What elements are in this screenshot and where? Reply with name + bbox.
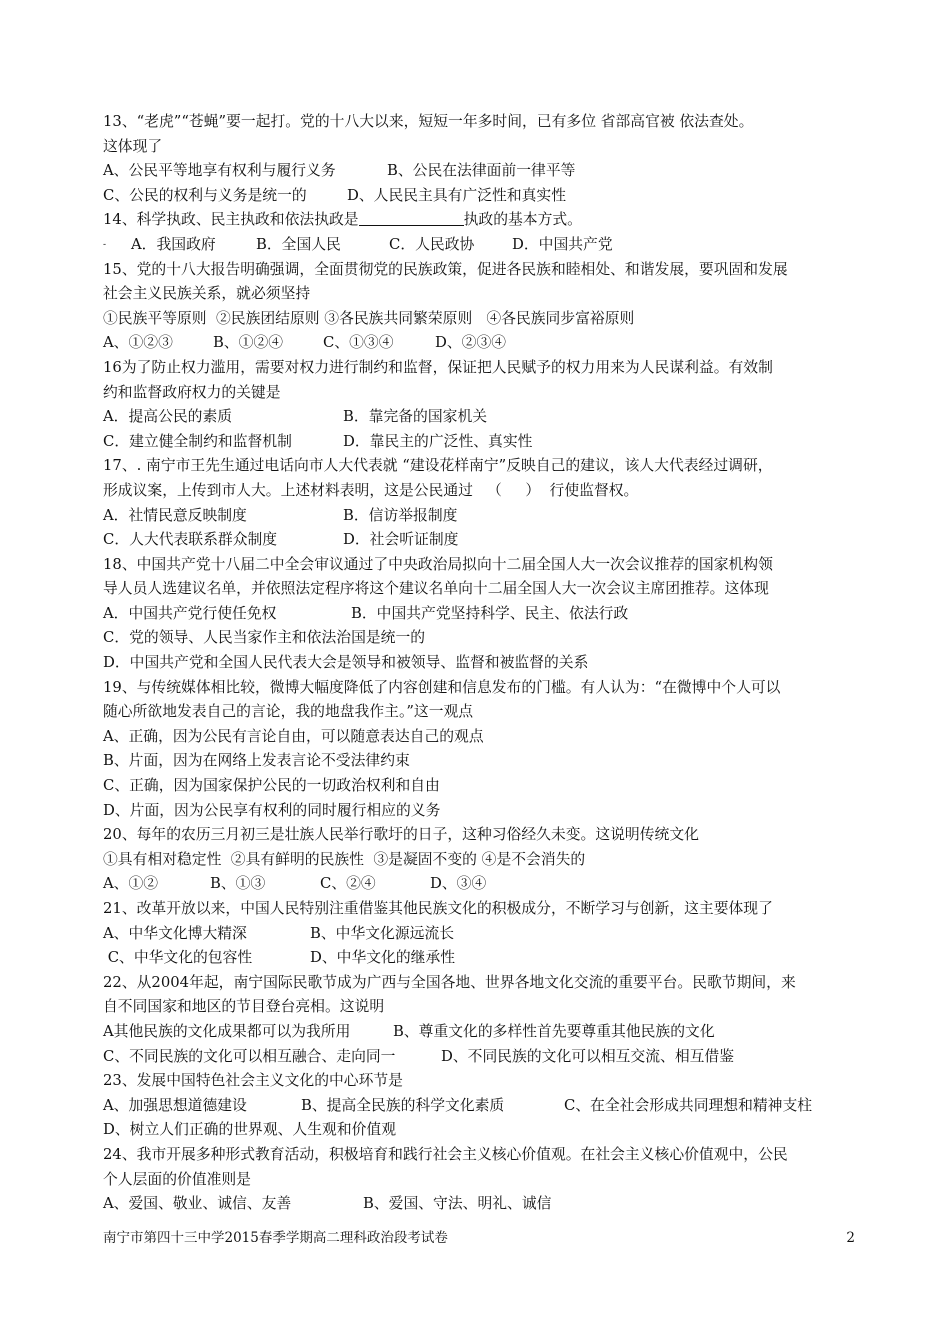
option-b: B、爱国、守法、明礼、诚信	[363, 1195, 552, 1213]
option-d: D、③④	[430, 875, 487, 893]
page-number: 2	[846, 1230, 855, 1246]
question-14-options	[103, 233, 863, 258]
option-a: A、爱国、敬业、诚信、友善	[103, 1195, 292, 1213]
option-c: C．建立健全制约和监督机制	[103, 432, 292, 450]
option-d: D、②③④	[435, 334, 507, 352]
option-b: B．全国人民	[256, 235, 341, 253]
option-d: D、树立人们正确的世界观、人生观和价值观	[103, 1121, 397, 1139]
option-b: B、尊重文化的多样性首先要尊重其他民族的文化	[393, 1022, 715, 1040]
option-a: A其他民族的文化成果都可以为我所用	[103, 1022, 351, 1040]
question-17-options-ab	[103, 504, 863, 529]
option-d: D．中国共产党	[512, 235, 613, 253]
question-24-options-ab	[103, 1192, 863, 1217]
option-b: B、片面，因为在网络上发表言论不受法律约束	[103, 752, 410, 770]
option-b: B、公民在法律面前一律平等	[387, 162, 576, 180]
option-c: C、①③④	[323, 334, 394, 352]
question-15-items: ①民族平等原则 ②民族团结原则 ③各民族共同繁荣原则 ④各民族同步富裕原则	[103, 309, 635, 327]
question-24-stem: 24、我市开展多种形式教育活动，积极培育和践行社会主义核心价值观。在社会主义核心价值观中，公民	[103, 1145, 788, 1163]
question-14-stem	[103, 208, 863, 233]
question-22-stem-cont: 自不同国家和地区的节目登台亮相。这说明	[103, 998, 385, 1016]
question-13-stem-cont: 这体现了	[103, 137, 163, 155]
option-d: D、中华文化的继承性	[310, 949, 456, 967]
option-a: A．我国政府	[131, 235, 216, 253]
option-b: B．靠完备的国家机关	[343, 408, 488, 426]
option-c: C、中华文化的包容性	[103, 949, 253, 967]
question-15-options	[103, 331, 863, 356]
question-18-options-ab	[103, 602, 863, 627]
option-d: D、人民民主具有广泛性和真实性	[347, 186, 567, 204]
option-c: C、不同民族的文化可以相互融合、走向同一	[103, 1047, 396, 1065]
question-20-options	[103, 872, 863, 897]
option-b: B．信访举报制度	[343, 506, 458, 524]
question-21-stem: 21、改革开放以来，中国人民特别注重借鉴其他民族文化的积极成分，不断学习与创新，这主要体现了	[103, 900, 773, 917]
option-b: B、提高全民族的科学文化素质	[301, 1096, 505, 1114]
margin-mark: -	[103, 239, 107, 250]
question-22-options-cd	[103, 1045, 863, 1070]
option-d: D．中国共产党和全国人民代表大会是领导和被领导、监督和被监督的关系	[103, 654, 589, 672]
question-23-options-abc	[103, 1094, 863, 1119]
question-22-stem: 22、从2004年起，南宁国际民歌节成为广西与全国各地、世界各地文化交流的重要平台。民歌节期间，来	[103, 973, 796, 991]
option-c: C、正确，因为国家保护公民的一切政治权利和自由	[103, 777, 440, 795]
option-b: B、①③	[210, 875, 266, 893]
page-footer	[103, 1227, 855, 1249]
question-13-options-ab	[103, 159, 863, 184]
option-a: A．中国共产党行使任免权	[103, 604, 277, 622]
option-a: A、中华文化博大精深	[103, 924, 247, 942]
question-16-stem: 16为了防止权力滥用，需要对权力进行制约和监督，保证把人民赋予的权力用来为人民谋利益。有效制	[103, 358, 773, 376]
question-19-stem-cont: 随心所欲地发表自己的言论，我的地盘我作主。”这一观点	[103, 703, 474, 721]
question-15-stem: 15、党的十八大报告明确强调，全面贯彻党的民族政策，促进各民族和睦相处、和谐发展，要巩固和发展	[103, 260, 788, 278]
option-c: C．人民政协	[389, 235, 475, 253]
option-d: D．社会听证制度	[343, 531, 459, 549]
option-a: A．社情民意反映制度	[103, 506, 247, 524]
question-19-stem: 19、与传统媒体相比较，微博大幅度降低了内容创建和信息发布的门槛。有人认为：“在微博中个人可以	[103, 678, 781, 696]
question-15-stem-cont: 社会主义民族关系，就必须坚持	[103, 285, 311, 303]
question-18-stem-cont: 导人员人选建议名单，并依照法定程序将这个建议名单向十二届全国人大一次会议主席团推荐。这体现	[103, 580, 769, 598]
option-a: A、①②	[103, 875, 159, 893]
question-21-options-cd	[103, 946, 863, 971]
option-b: B、中华文化源远流长	[310, 924, 455, 942]
question-22-options-ab	[103, 1020, 863, 1045]
option-b: B．中国共产党坚持科学、民主、依法行政	[351, 604, 629, 622]
question-18-stem: 18、中国共产党十八届二中全会审议通过了中央政治局拟向十二届全国人大一次会议推荐的国家机构领	[103, 555, 773, 573]
answer-blank	[359, 209, 464, 226]
option-c: C．党的领导、人民当家作主和依法治国是统一的	[103, 629, 426, 647]
option-d: D．靠民主的广泛性、真实性	[343, 432, 533, 450]
question-16-stem-cont: 约和监督政府权力的关键是	[103, 383, 281, 401]
question-13-options-cd	[103, 184, 863, 209]
question-16-options-ab	[103, 405, 863, 430]
option-a: A、加强思想道德建设	[103, 1096, 247, 1114]
option-c: C、②④	[320, 875, 376, 893]
question-13-stem: 13、“老虎”“苍蝇”要一起打。党的十八大以来，短短一年多时间，已有多位 省部高官被 依法查处。	[103, 113, 754, 130]
question-20-items: ①具有相对稳定性 ②具有鲜明的民族性 ③是凝固不变的 ④是不会消失的	[103, 850, 586, 868]
option-a: A、公民平等地享有权利与履行义务	[103, 162, 336, 180]
option-d: D、不同民族的文化可以相互交流、相互借鉴	[441, 1047, 735, 1065]
option-d: D、片面，因为公民享有权利的同时履行相应的义务	[103, 801, 441, 819]
question-14-stem-pre: 14、科学执政、民主执政和依法执政是	[103, 211, 359, 229]
option-c: C．人大代表联系群众制度	[103, 531, 278, 549]
question-17-stem-cont: 形成议案，上传到市人大。上述材料表明，这是公民通过 （ ） 行使监督权。	[103, 481, 639, 499]
question-23-stem: 23、发展中国特色社会主义文化的中心环节是	[103, 1072, 403, 1090]
option-c: C、公民的权利与义务是统一的	[103, 186, 307, 204]
option-c: C、在全社会形成共同理想和精神支柱	[564, 1096, 813, 1114]
question-17-options-cd	[103, 528, 863, 553]
question-24-stem-cont: 个人层面的价值准则是	[103, 1170, 251, 1188]
question-17-stem: 17、. 南宁市王先生通过电话向市人大代表就 “建设花样南宁”反映自己的建议，该人大代表经过调研，	[103, 457, 773, 475]
question-21-options-ab	[103, 922, 863, 947]
option-a: A．提高公民的素质	[103, 408, 233, 426]
option-a: A、①②③	[103, 334, 173, 352]
question-16-options-cd	[103, 430, 863, 455]
option-a: A、正确，因为公民有言论自由，可以随意表达自己的观点	[103, 727, 484, 745]
exam-page-content	[103, 110, 863, 1217]
option-b: B、①②④	[213, 334, 284, 352]
question-14-stem-post: 执政的基本方式。	[463, 211, 582, 229]
question-20-stem: 20、每年的农历三月初三是壮族人民举行歌圩的日子，这种习俗经久未变。这说明传统文化	[103, 826, 699, 844]
footer-exam-title: 南宁市第四十三中学2015春季学期高二理科政治段考试卷	[103, 1230, 448, 1246]
